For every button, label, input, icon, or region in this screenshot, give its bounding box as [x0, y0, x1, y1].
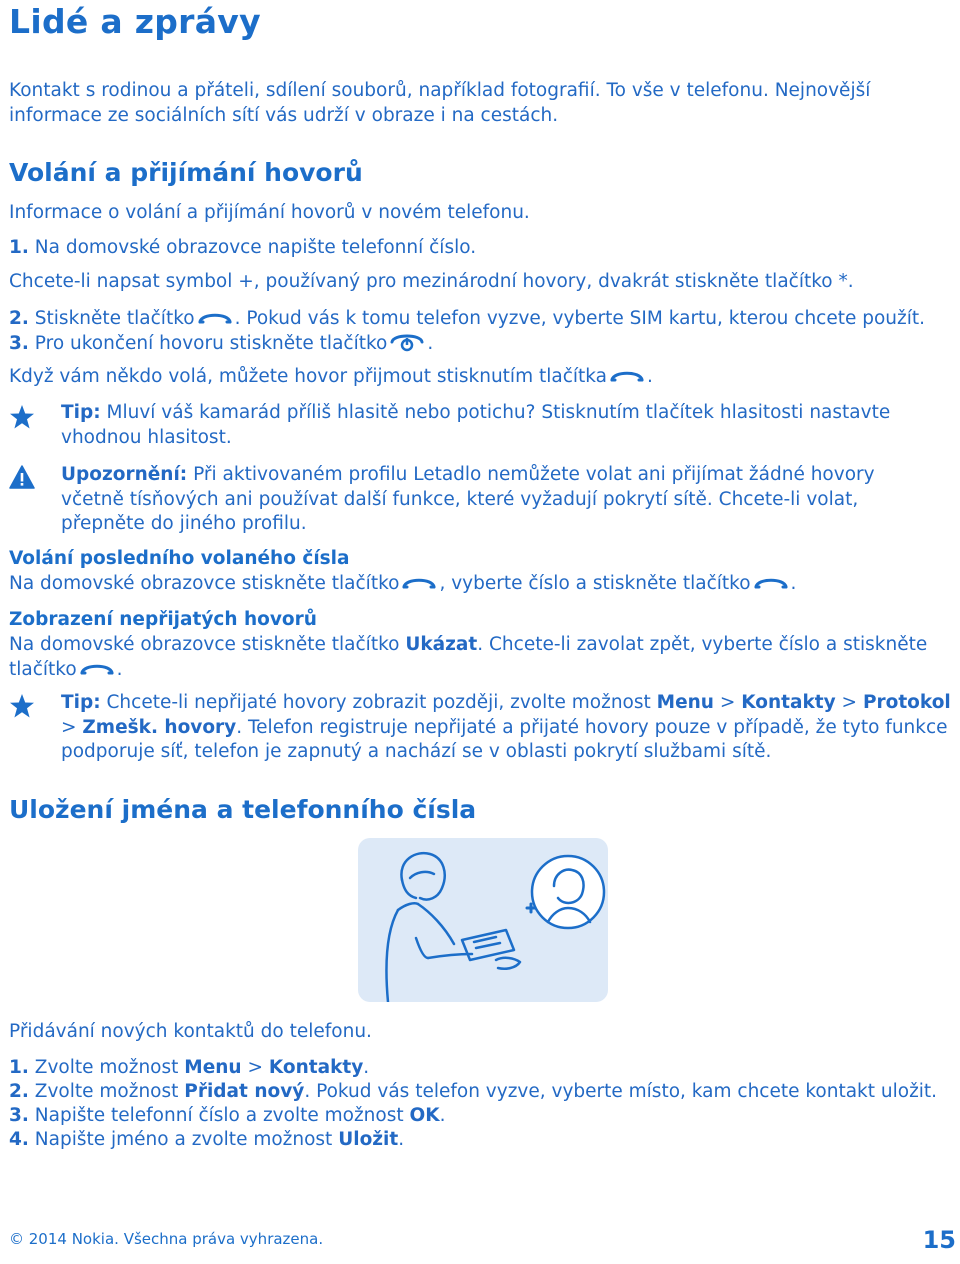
step-number: 1.: [9, 1057, 29, 1078]
step-number: 2.: [9, 308, 29, 329]
save-lead: Přidávání nových kontaktů do telefonu.: [9, 1021, 372, 1042]
step-text: Zvolte možnost: [34, 1081, 179, 1102]
save-option: Uložit: [338, 1129, 399, 1150]
step-number: 3.: [9, 1105, 29, 1126]
step-text: Napište telefonní číslo a zvolte možnost: [34, 1105, 404, 1126]
save-step-4: [9, 1128, 954, 1153]
intro-paragraph: Kontakt s rodinou a přáteli, sdílení souborů, například fotografií. To vše v telefonu. Nejnovější informace ze sociálních sítí vás udrží v obraze i na cestách.: [9, 80, 871, 126]
star-tip-icon: [9, 404, 35, 430]
step-text: Pro ukončení hovoru stiskněte tlačítko: [34, 333, 388, 354]
tip-text: Chcete-li nepřijaté hovory zobrazit později, zvolte možnost: [106, 692, 651, 713]
tip-label: Tip:: [61, 402, 101, 423]
missed-end: .: [116, 658, 123, 680]
last-called-mid: , vyberte číslo a stiskněte tlačítko: [439, 573, 751, 594]
page-number: 15: [922, 1226, 956, 1254]
contacts-option: Kontakty: [268, 1057, 364, 1078]
add-new-option: Přidat nový: [184, 1081, 305, 1102]
missed-calls-option: Zmešk. hovory: [82, 716, 237, 738]
calls-step-1: [9, 236, 954, 261]
tip-missed: [61, 691, 956, 765]
tip-text: Mluví váš kamarád příliš hlasitě nebo potichu? Stisknutím tlačítek hlasitosti nastavte vhodnou hlasitost.: [61, 402, 891, 448]
ok-option: OK: [409, 1105, 440, 1126]
step-number: 3.: [9, 333, 29, 354]
star-tip-icon: [9, 693, 35, 719]
warning-text: Při aktivovaném profilu Letadlo nemůžete volat ani přijímat žádné hovory včetně tísňových ani používat další funkce, které vyžadují pokrytí sítě. Chcete-li volat, přepněte do jiného profilu.: [61, 464, 875, 534]
missed-pre: Na domovské obrazovce stiskněte tlačítko: [9, 634, 400, 655]
step-end: .: [398, 1129, 405, 1150]
missed-heading: Zobrazení nepřijatých hovorů: [9, 609, 317, 630]
call-key-icon: [753, 572, 789, 594]
step-text: Napište jméno a zvolte možnost: [34, 1129, 333, 1150]
save-heading: Uložení jména a telefonního čísla: [9, 795, 477, 824]
end-key-icon: [389, 332, 425, 354]
warning-airplane: [61, 463, 941, 537]
last-called-text: [9, 572, 954, 597]
call-key-icon: [79, 658, 115, 680]
page-title: Lidé a zprávy: [9, 2, 261, 41]
call-key-icon: [197, 307, 233, 329]
path-separator: >: [61, 716, 83, 738]
path-separator: >: [835, 692, 863, 713]
step-end: .: [363, 1057, 370, 1078]
step-number: 2.: [9, 1081, 29, 1102]
missed-text: [9, 633, 949, 682]
calls-heading: Volání a přijímání hovorů: [9, 158, 363, 187]
path-separator: >: [241, 1057, 269, 1078]
step-text: Zvolte možnost: [34, 1057, 179, 1078]
show-option: Ukázat: [405, 634, 478, 655]
calls-lead: Informace o volání a přijímání hovorů v novém telefonu.: [9, 202, 530, 223]
incoming-text: Když vám někdo volá, můžete hovor přijmout stisknutím tlačítka: [9, 366, 607, 387]
menu-option: Menu: [184, 1057, 242, 1078]
call-key-icon: [401, 572, 437, 594]
step-end: .: [439, 1105, 446, 1126]
step-text: .: [427, 333, 434, 354]
add-contact-illustration: [358, 838, 608, 1002]
incoming-call-text: [9, 365, 954, 390]
warning-label: Upozornění:: [61, 464, 188, 485]
step-text: Na domovské obrazovce napište telefonní číslo.: [34, 237, 477, 258]
save-step-3: [9, 1104, 954, 1129]
step-end: . Pokud vás telefon vyzve, vyberte místo, kam chcete kontakt uložit.: [304, 1081, 938, 1102]
call-key-icon: [609, 365, 645, 387]
tip-label: Tip:: [61, 692, 101, 713]
calls-step-3: [9, 332, 954, 357]
contacts-option: Kontakty: [741, 692, 836, 713]
calls-step-1-note: Chcete-li napsat symbol +, používaný pro mezinárodní hovory, dvakrát stiskněte tlačítko *.: [9, 271, 854, 292]
last-called-end: .: [790, 573, 797, 594]
save-step-1: [9, 1056, 954, 1081]
step-text: . Pokud vás k tomu telefon vyzve, vyberte SIM kartu, kterou chcete použít.: [234, 308, 926, 329]
incoming-text-end: .: [647, 366, 653, 387]
tip-volume: [61, 401, 931, 450]
tip-text: . Telefon registruje nepřijaté a přijaté hovory pouze v případě, že tyto funkce podporuje síť, telefon je zapnutý a nachází se v oblasti pokrytí službami sítě.: [61, 716, 948, 762]
calls-step-2: [9, 307, 954, 332]
save-step-2: [9, 1080, 954, 1105]
copyright: © 2014 Nokia. Všechna práva vyhrazena.: [9, 1230, 324, 1248]
step-number: 1.: [9, 237, 29, 258]
missed-post: . Chcete-li zavolat zpět, vyberte číslo a stiskněte tlačítko: [9, 634, 928, 680]
step-number: 4.: [9, 1129, 29, 1150]
step-text: Stiskněte tlačítko: [34, 308, 195, 329]
menu-option: Menu: [656, 692, 714, 713]
path-separator: >: [713, 692, 742, 713]
warning-icon: [9, 465, 35, 489]
log-option: Protokol: [862, 692, 951, 713]
last-called-heading: Volání posledního volaného čísla: [9, 548, 350, 569]
last-called-pre: Na domovské obrazovce stiskněte tlačítko: [9, 573, 400, 594]
